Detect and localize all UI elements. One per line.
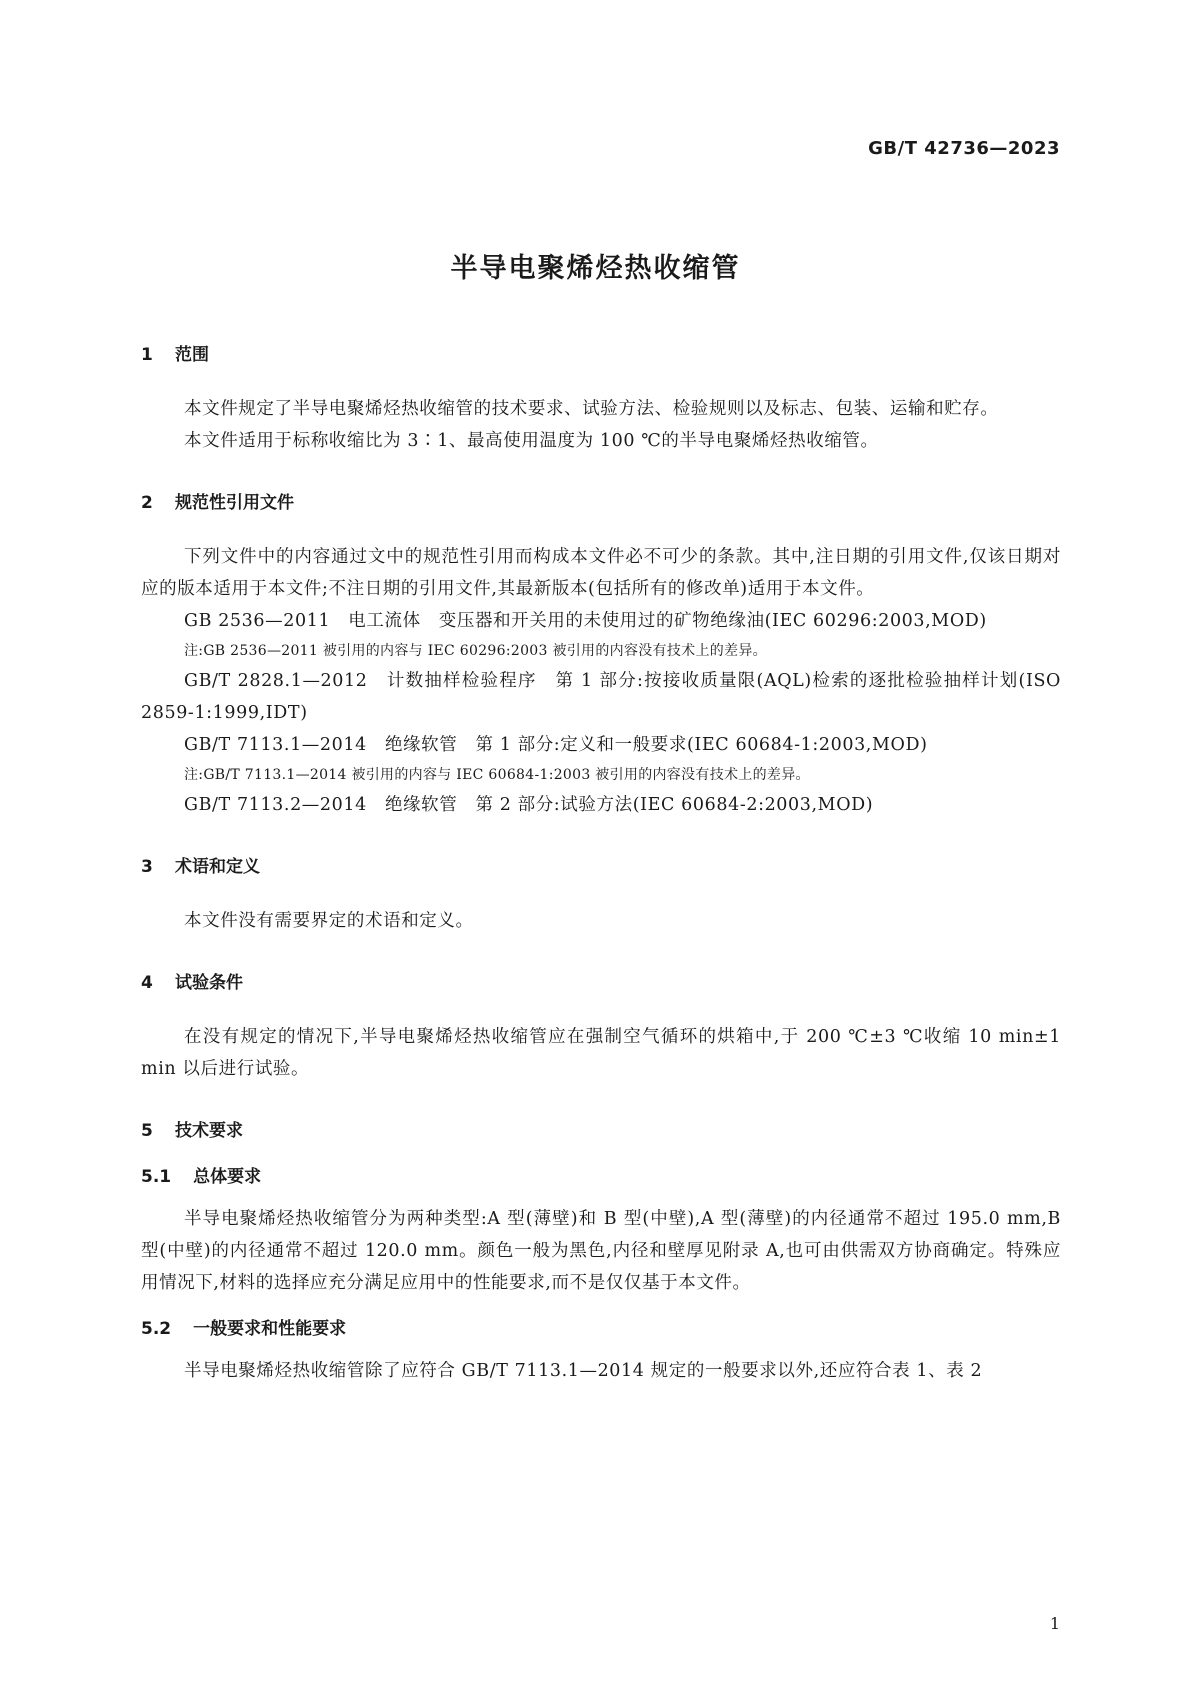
section-number: 2 xyxy=(141,493,153,513)
section-title: 范围 xyxy=(175,345,209,365)
paragraph: 本文件没有需要界定的术语和定义。 xyxy=(184,911,474,931)
standard-code: GB/T 42736—2023 xyxy=(868,138,1060,159)
paragraph: 下列文件中的内容通过文中的规范性引用而构成本文件必不可少的条款。其中,注日期的引用文件,仅该日期对应的版本适用于本文件;不注日期的引用文件,其最新版本(包括所有的修改单)适用于本文件。 xyxy=(141,547,1061,599)
paragraph: 半导电聚烯烃热收缩管除了应符合 GB/T 7113.1—2014 规定的一般要求以外,还应符合表 1、表 2 xyxy=(184,1361,983,1381)
document-title: 半导电聚烯烃热收缩管 xyxy=(450,253,741,284)
reference-item: GB/T 7113.2—2014 绝缘软管 第 2 部分:试验方法(IEC 60684-2:2003,MOD) xyxy=(184,795,874,815)
document-body xyxy=(141,343,1061,1387)
subsection-title: 一般要求和性能要求 xyxy=(193,1319,347,1339)
subsection-number: 5.2 xyxy=(141,1319,172,1339)
section-title: 试验条件 xyxy=(175,973,243,993)
section-title: 规范性引用文件 xyxy=(175,493,294,513)
reference-item: GB/T 7113.1—2014 绝缘软管 第 1 部分:定义和一般要求(IEC 60684-1:2003,MOD) xyxy=(184,735,928,755)
section-heading-2 xyxy=(141,491,1061,515)
paragraph: 本文件规定了半导电聚烯烃热收缩管的技术要求、试验方法、检验规则以及标志、包装、运输和贮存。 xyxy=(184,399,999,419)
paragraph: 在没有规定的情况下,半导电聚烯烃热收缩管应在强制空气循环的烘箱中,于 200 ℃±3 ℃收缩 10 min±1 min 以后进行试验。 xyxy=(141,1027,1061,1079)
section-title: 术语和定义 xyxy=(175,857,260,877)
section-heading-4 xyxy=(141,971,1061,995)
section-heading-3 xyxy=(141,855,1061,879)
section-number: 1 xyxy=(141,345,153,365)
subsection-heading-5-2 xyxy=(141,1317,1061,1341)
subsection-heading-5-1 xyxy=(141,1165,1061,1189)
section-heading-1 xyxy=(141,343,1061,367)
subsection-title: 总体要求 xyxy=(193,1167,262,1187)
reference-item: GB/T 2828.1—2012 计数抽样检验程序 第 1 部分:按接收质量限(AQL)检索的逐批检验抽样计划(ISO 2859-1:1999,IDT) xyxy=(141,671,1061,723)
section-title: 技术要求 xyxy=(175,1121,243,1141)
section-number: 4 xyxy=(141,973,153,993)
reference-note: 注:GB/T 7113.1—2014 被引用的内容与 IEC 60684-1:2003 被引用的内容没有技术上的差异。 xyxy=(184,767,810,783)
reference-item: GB 2536—2011 电工流体 变压器和开关用的未使用过的矿物绝缘油(IEC 60296:2003,MOD) xyxy=(184,611,987,631)
subsection-number: 5.1 xyxy=(141,1167,172,1187)
section-heading-5 xyxy=(141,1119,1061,1143)
section-number: 3 xyxy=(141,857,153,877)
paragraph: 半导电聚烯烃热收缩管分为两种类型:A 型(薄壁)和 B 型(中壁),A 型(薄壁)的内径通常不超过 195.0 mm,B 型(中壁)的内径通常不超过 120.0 mm。颜色一般为黑色,内径和壁厚见附录 A,也可由供需双方协商确定。特殊应用情况下,材料的选择应充分满足应用中的性能要求,而不是仅仅基于本文件。 xyxy=(141,1209,1061,1293)
reference-note: 注:GB 2536—2011 被引用的内容与 IEC 60296:2003 被引用的内容没有技术上的差异。 xyxy=(184,643,767,659)
paragraph: 本文件适用于标称收缩比为 3∶1、最高使用温度为 100 ℃的半导电聚烯烃热收缩管。 xyxy=(184,431,879,451)
section-number: 5 xyxy=(141,1121,153,1141)
page-number: 1 xyxy=(1049,1614,1060,1633)
